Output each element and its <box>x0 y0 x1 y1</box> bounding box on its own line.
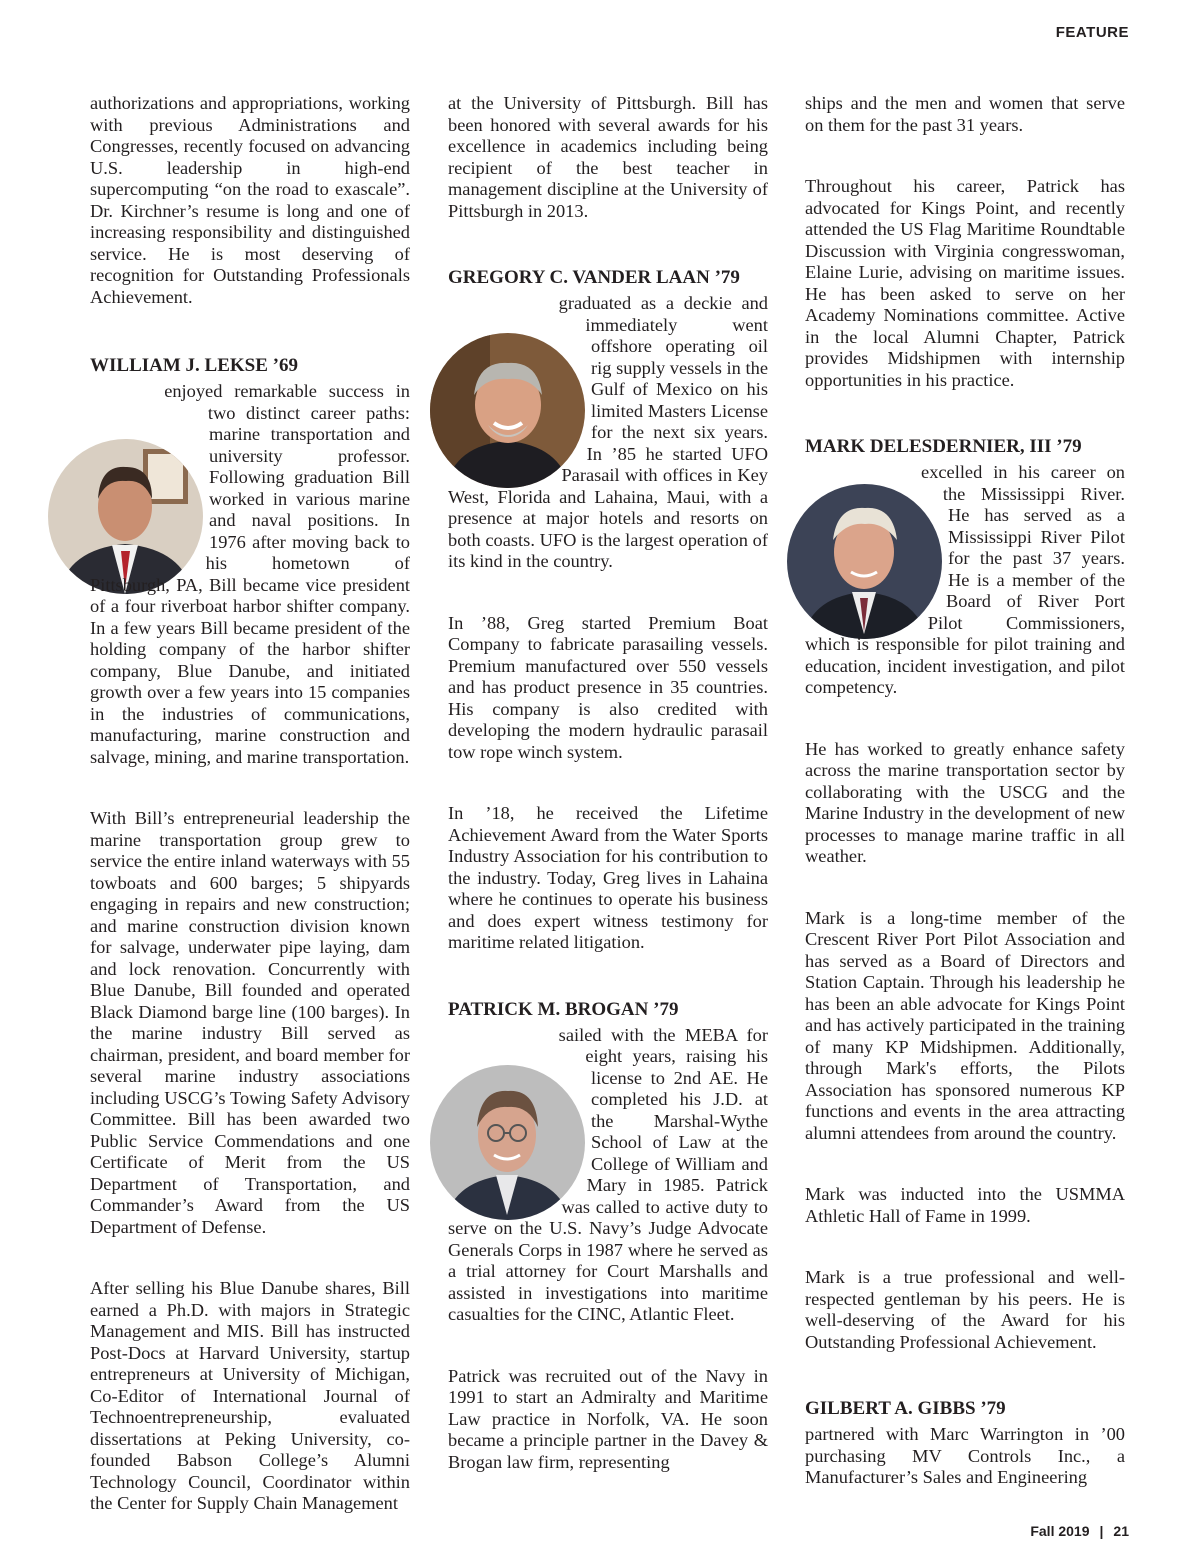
lekse-paragraph-3: After selling his Blue Danube shares, Bill earned a Ph.D. with majors in Strategic Management and MIS. Bill has instructed Post-Docs at Harvard University, startup entrepreneurs at University of Michigan, Co-Editor of International Journal of Technoentrepreneurship, evaluated dissertations at Peking University, co-founded Babson College’s Alumni Technology Council, Coordinator within the Center for Supply Chain Management <box>90 1278 410 1513</box>
footer-separator: | <box>1099 1523 1104 1539</box>
lekse-paragraph-1: enjoyed remarkable success in two distinct career paths: marine transportation and university professor. Following graduation Bill worked in various marine and naval positions. In 1976 after moving back to his hometown of Pittsburgh, PA, Bill became vice president of a four riverboat harbor shifter company. In a few years Bill became president of the holding company of the harbor shifter company, Blue Danube, and initiated growth over a few years into 15 companies in the industries of communications, manufacturing, marine construction and salvage, mining, and marine transportation. <box>90 381 410 767</box>
brogan-paragraph-2: Patrick was recruited out of the Navy in 1991 to start an Admiralty and Maritime Law practice in Norfolk, VA. He soon became a principle partner in the Davey & Brogan law firm, representing <box>448 1365 768 1472</box>
lekse-portrait-photo <box>48 439 203 594</box>
kirchner-continued-paragraph: authorizations and appropriations, working with previous Administrations and Congresses, recently focused on advancing U.S. leadership in high-end supercomputing “on the road to exascale”. Dr. Kirchner’s resume is long and one of increasing responsibility and distinguished service. He is most deserving of recognition for Outstanding Professionals Achievement. <box>90 93 410 307</box>
vanderlaan-paragraph-2: In ’88, Greg started Premium Boat Company to fabricate parasailing vessels. Premium manufactured over 550 vessels and has product presence in 35 countries. His company is also credited with developing the modern hydraulic parasail tow rope winch system. <box>448 612 768 762</box>
page-number: 21 <box>1113 1523 1129 1539</box>
delesdernier-portrait-photo <box>787 484 942 639</box>
brogan-career-paragraph: Throughout his career, Patrick has advocated for Kings Point, and recently attended the US Flag Maritime Roundtable Discussion with Virginia congresswoman, Elaine Lurie, advising on maritime issues. He has been asked to serve on her Academy Nominations committee. Active in the local Alumni Chapter, Patrick provides Midshipmen with internship opportunities in his practice. <box>805 176 1125 390</box>
delesdernier-paragraph-5: Mark is a true professional and well-respected gentleman by his peers. He is well-deserving of the Award for his Outstanding Professional Achievement. <box>805 1267 1125 1352</box>
vanderlaan-paragraph-1: graduated as a deckie and immediately went offshore operating oil rig supply vessels in the Gulf of Mexico on his limited Masters License for the next six years. In ’85 he started UFO Parasail with offices in Key West, Florida and Lahaina, Maui, with a presence at major hotels and resorts on both coasts. UFO is the largest operation of its kind in the country. <box>448 293 768 571</box>
delesdernier-photo-wrap <box>787 484 942 639</box>
vanderlaan-paragraph-3: In ’18, he received the Lifetime Achievement Award from the Water Sports Industry Association for his contribution to the industry. Today, Greg lives in Lahaina where he continues to operate his business and does expert witness testimony for maritime related litigation. <box>448 803 768 952</box>
brogan-paragraph-1: sailed with the MEBA for eight years, raising his license to 2nd AE. He completed his J.D. at the Marshal-Wythe School of Law at the College of William and Mary in 1985. Patrick was called to active duty to serve on the U.S. Navy’s Judge Advocate Generals Corps in 1987 where he served as a trial attorney for Court Marshalls and assisted in investigations into maritime casualties for the CINC, Atlantic Fleet. <box>448 1024 768 1324</box>
delesdernier-name-heading: MARK DELESDERNIER, III ’79 <box>805 436 1082 457</box>
gibbs-paragraph-1: partnered with Marc Warrington in ’00 purchasing MV Controls Inc., a Manufacturer’s Sales and Engineering <box>805 1424 1125 1487</box>
brogan-name-heading: PATRICK M. BROGAN ’79 <box>448 998 679 1020</box>
lekse-name-heading: WILLIAM J. LEKSE ’69 <box>90 355 298 376</box>
delesdernier-paragraph-4: Mark was inducted into the USMMA Athletic Hall of Fame in 1999. <box>805 1184 1125 1226</box>
column-2 <box>448 93 768 1473</box>
page-footer <box>1030 1523 1129 1539</box>
issue-label: Fall 2019 <box>1030 1523 1090 1539</box>
lekse-continued-paragraph: at the University of Pittsburgh. Bill has been honored with several awards for his excellence in academics including being recipient of the best teacher in management discipline at the University of Pittsburgh in 2013. <box>448 93 768 221</box>
delesdernier-paragraph-3: Mark is a long-time member of the Crescent River Port Pilot Association and has served as a Board of Directors and Station Captain. Through his leadership he has been an able advocate for Kings Point and has actively participated in the training of many KP Midshipmen. Additionally, through Mark's efforts, the Pilots Association has sponsored numerous KP functions and events in the area attracting alumni attendees from around the country. <box>805 907 1125 1143</box>
column-1 <box>90 93 410 1515</box>
brogan-continued-paragraph: ships and the men and women that serve on them for the past 31 years. <box>805 93 1125 135</box>
gibbs-name-heading: GILBERT A. GIBBS ’79 <box>805 1398 1006 1419</box>
lekse-photo-wrap <box>48 439 203 594</box>
delesdernier-paragraph-1: excelled in his career on the Mississippi River. He has served as a Mississippi River Pilot for the past 37 years. He is a member of the Board of River Port Pilot Commissioners, which is responsible for pilot training and education, incident investigation, and pilot competency. <box>805 462 1125 697</box>
column-3 <box>805 93 1125 1489</box>
delesdernier-paragraph-2: He has worked to greatly enhance safety across the marine transportation sector by collaborating with the USCG and the Marine Industry in the development of new processes to manage marine traffic in all weather. <box>805 738 1125 866</box>
lekse-paragraph-2: With Bill’s entrepreneurial leadership the marine transportation group grew to service the entire inland waterways with 55 towboats and 600 barges; 5 shipyards engaging in repairs and new construction; and marine construction division known for salvage, underwater pipe laying, dam and lock renovation. Concurrently with Blue Danube, Bill founded and operated Black Diamond barge line (100 barges). In the marine industry Bill served as chairman, president, and board member for several marine industry associations including USCG’s Towing Safety Advisory Committee. Bill has been awarded two Public Service Commendations and one Certificate of Merit from the US Department of Transportation, and Commander’s Award from the US Department of Defense. <box>90 808 410 1237</box>
section-label: FEATURE <box>1055 24 1129 41</box>
vanderlaan-name-heading: GREGORY C. VANDER LAAN ’79 <box>448 267 740 288</box>
